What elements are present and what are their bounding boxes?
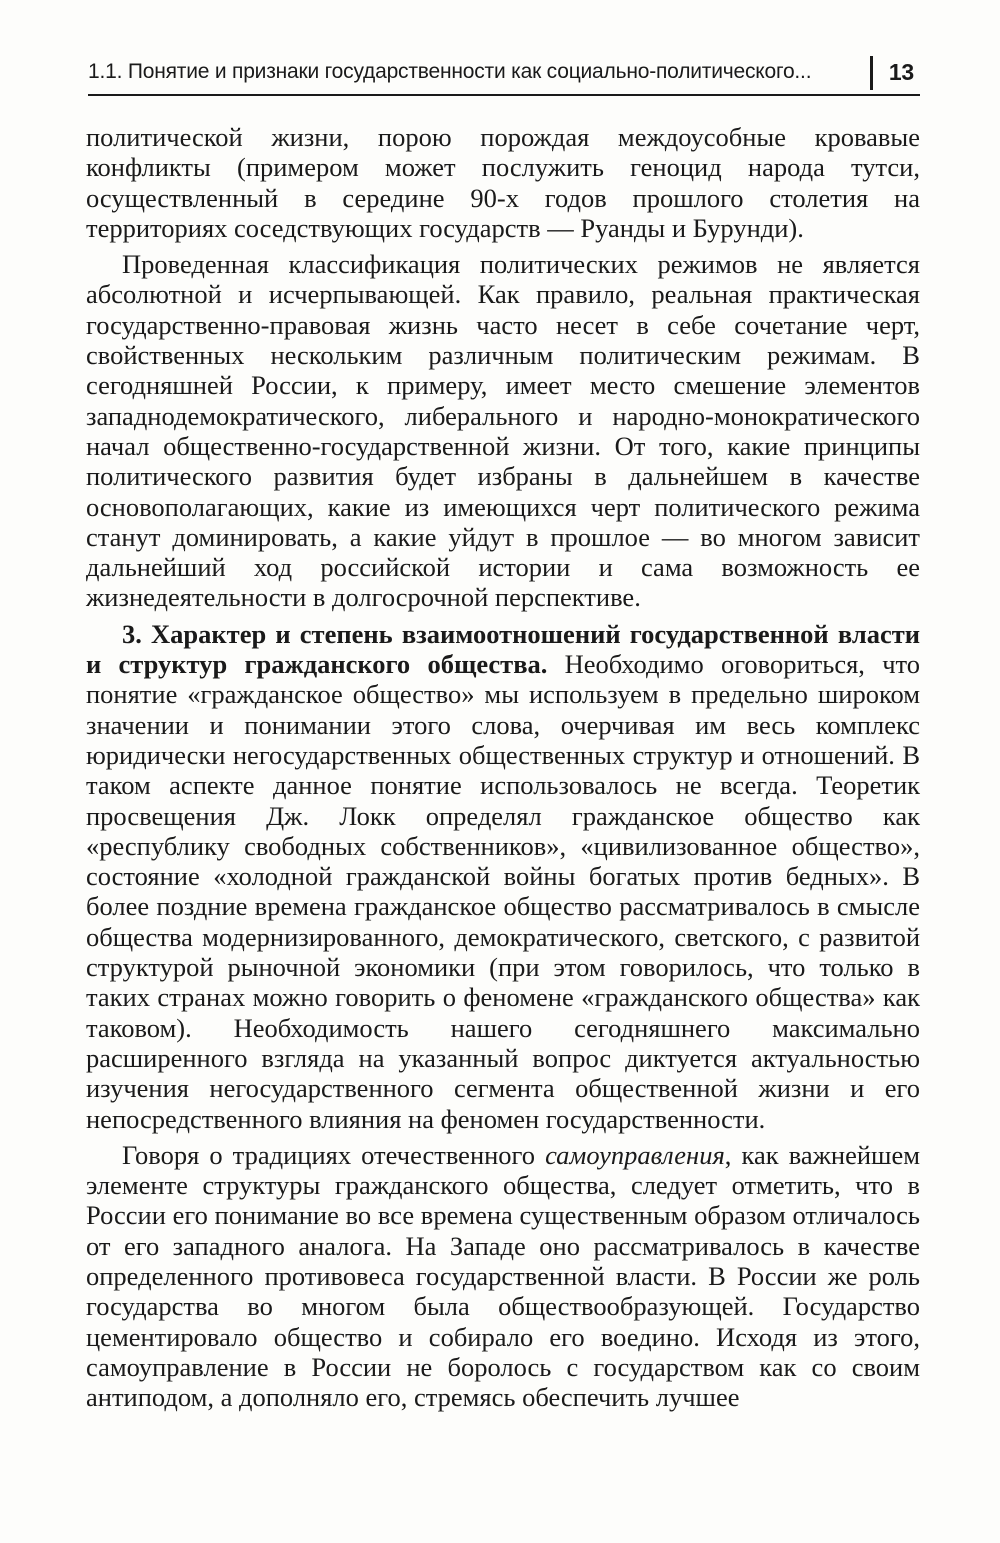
chapter-title: 1.1. Понятие и признаки государственности как социально-политического... — [88, 60, 812, 83]
paragraph-4-text-after: , как важнейшем элементе структуры гражданского общества, следует отметить, что в России его понимание во все времена существенным образом отличалось от его западного аналога. На Западе оно рассматривалось в качестве определенного противовеса государственной власти. В России же роль государства во многом была обществообразующей. Государство цементировало общество и собирало его воедино. Исходя из этого, самоуправление в России не боролось с государством как со своим антиподом, а дополняло его, стремясь обеспечить лучшее — [86, 1139, 920, 1413]
paragraph-4-text-before: Говоря о традициях отечественного — [122, 1139, 546, 1170]
paragraph-3-text: Необходимо оговориться, что понятие «гражданское общество» мы используем в предельно широком значении и понимании этого слова, очерчивая им весь комплекс юридически негосударственных общественных структур и отношений. В таком аспекте данное понятие использовалось не всегда. Теоретик просвещения Дж. Локк определял гражданское общество как «республику свободных собственников», «цивилизованное общество», состояние «холодной гражданской войны богатых против бедных». В более поздние времена гражданское общество рассматривалось в смысле общества модернизированного, демократического, светского, с развитой структурой рыночной экономики (при этом говорилось, что только в таких странах можно говорить о феномене «гражданского общества» как таковом). Необходимость нашего сегодняшнего максимально расширенного взгляда на указанный вопрос диктуется актуальностью изучения негосударственного сегмента общественной жизни и его непосредственного влияния на феномен государственности. — [86, 649, 921, 1134]
header-separator — [870, 56, 873, 90]
paragraph-1: политической жизни, порою порождая междоусобные кровавые конфликты (примером может послужить геноцид народа тутси, осуществленный в середине 90-х годов прошлого столетия на территориях соседствующих государств — Руанды и Бурунди). — [86, 122, 920, 243]
emphasis-term: самоуправления — [545, 1139, 725, 1170]
running-header — [88, 50, 920, 98]
paragraph-4 — [86, 1140, 920, 1413]
page-number: 13 — [888, 59, 914, 85]
paragraph-3 — [86, 619, 920, 1134]
main-text — [86, 122, 920, 1412]
header-rule — [88, 94, 920, 96]
section-heading-3: 3. Характер и степень взаимоотношений государственной власти и структур гражданского общества. — [86, 618, 920, 680]
paragraph-2: Проведенная классификация политических режимов не является абсолютной и исчерпывающей. Как правило, реальная практическая государственно-правовая жизнь часто несет в себе сочетание черт, свойственных нескольким различным политическим режимам. В сегодняшней России, к примеру, имеет место смешение элементов западнодемократического, либерального и народно-монократического начал общественно-государственной жизни. От того, какие принципы политического развития будет избраны в дальнейшем в качестве основополагающих, какие из имеющихся черт политического режима станут доминировать, а какие уйдут в прошлое — во многом зависит дальнейший ход российской истории и сама возможность ее жизнедеятельности в долгосрочной перспективе. — [86, 249, 920, 613]
